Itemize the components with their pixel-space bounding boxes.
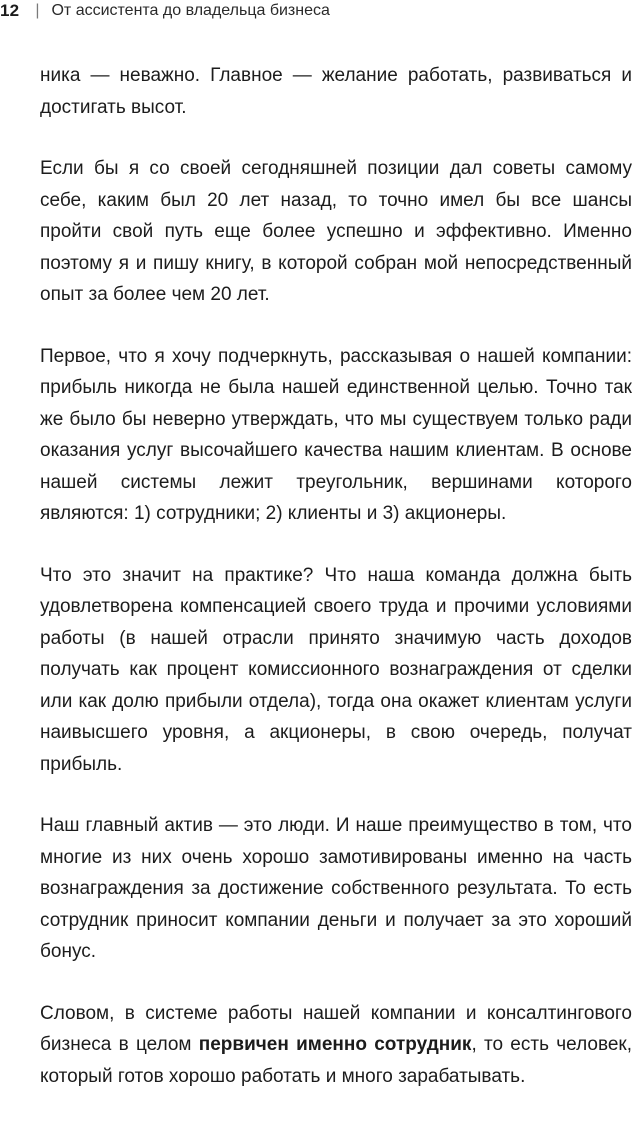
paragraph: Что это значит на практике? Что наша команда должна быть удовлетворена компенсацией своего труда и прочими условиями работы (в нашей отрасли принято значимую часть доходов получать как процент комиссионного вознаграждения от сделки или как долю прибыли отдела), тогда она окажет клиентам услуги наивысшего уровня, а акционеры, в свою очередь, получат прибыль. — [40, 564, 632, 775]
running-title: От ассистента до владельца бизнеса — [51, 2, 330, 19]
paragraph: Первое, что я хочу подчеркнуть, рассказывая о нашей компании: прибыль никогда не была нашей единственной целью. Точно так же было бы неверно утверждать, что мы существуем только ради оказания услуг высочайшего качества нашим клиентам. В основе нашей системы лежит треугольник, вершинами которого являются: 1) сотрудники; 2) клиенты и 3) акционеры. — [40, 345, 632, 524]
paragraph: Наш главный актив — это люди. И наше преимущество в том, что многие из них очень хорошо замотивированы именно на часть вознаграждения за достижение собственного результата. То есть сотрудник приносит компании деньги и получает за это хороший бонус. — [40, 815, 632, 962]
header-separator: | — [35, 2, 40, 19]
paragraph: Если бы я со своей сегодняшней позиции дал советы самому себе, каким был 20 лет назад, то точно имел бы все шансы пройти свой путь еще более успешно и эффективно. Именно поэтому я и пишу книгу, в которой собран мой непосредственный опыт за более чем 20 лет. — [40, 158, 632, 305]
paragraph: ника — неважно. Главное — желание работать, развиваться и достигать высот. — [40, 65, 632, 118]
emphasis-text: первичен именно сотрудник — [198, 1034, 472, 1055]
page-header — [0, 0, 330, 22]
body-text — [40, 60, 632, 1122]
page-number: 12 — [0, 1, 20, 20]
paragraph-text: Словом, в системе работы нашей компании и консалтингового бизнеса в целом — [40, 1002, 632, 1055]
paragraph — [40, 998, 632, 1093]
paragraph-text: , то есть человек, который готов хорошо работать и много зарабатывать. — [40, 1034, 632, 1087]
